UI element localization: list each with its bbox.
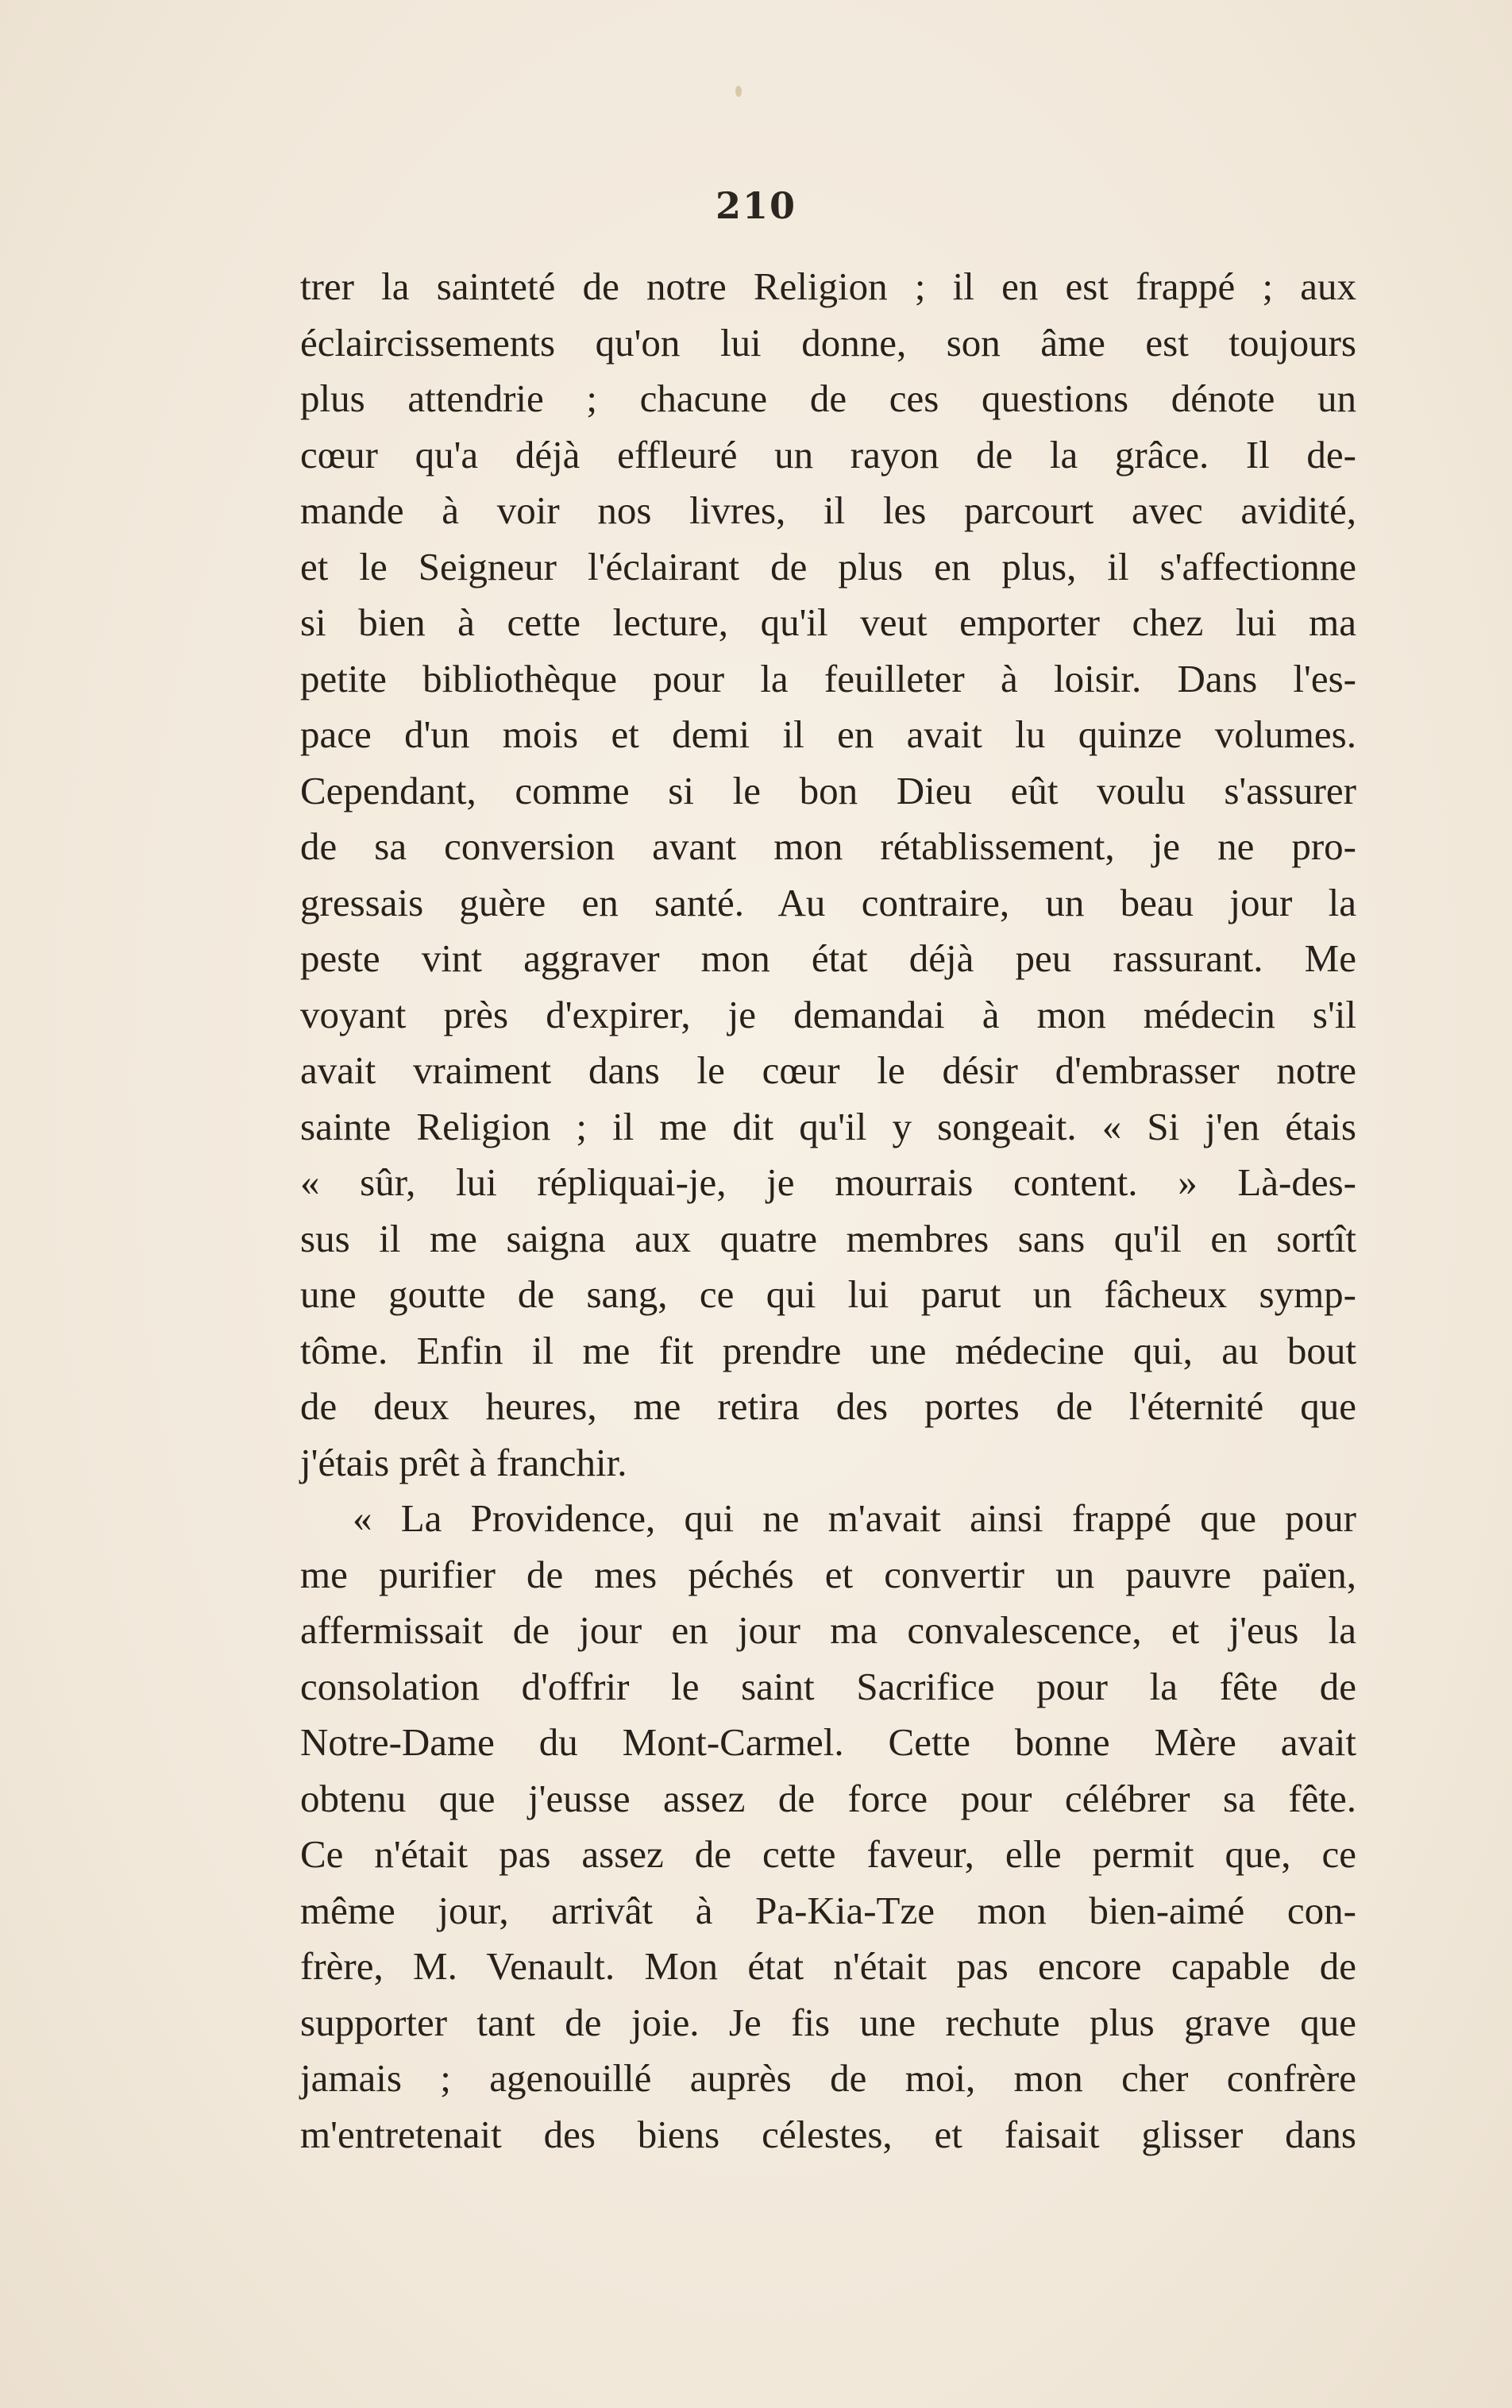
text-line: de sa conversion avant mon rétablissement, je ne pro-	[300, 824, 1356, 868]
body-text	[300, 259, 1356, 2163]
paragraph-end-line: j'étais prêt à franchir.	[300, 1440, 627, 1484]
page-number: 210	[715, 184, 797, 227]
text-line: trer la sainteté de notre Religion ; il en est frappé ; aux	[300, 264, 1356, 308]
text-line: de deux heures, me retira des portes de l'éternité que	[300, 1384, 1356, 1428]
text-line: une goutte de sang, ce qui lui parut un fâcheux symp-	[300, 1272, 1356, 1316]
text-line: Ce n'était pas assez de cette faveur, elle permit que, ce	[300, 1832, 1356, 1876]
text-line: consolation d'offrir le saint Sacrifice pour la fête de	[300, 1664, 1356, 1708]
text-line: même jour, arrivât à Pa-Kia-Tze mon bien-aimé con-	[300, 1888, 1356, 1932]
text-line: et le Seigneur l'éclairant de plus en plus, il s'affectionne	[300, 544, 1356, 588]
text-line: cœur qu'a déjà effleuré un rayon de la grâce. Il de-	[300, 432, 1356, 477]
text-line: mande à voir nos livres, il les parcourt avec avidité,	[300, 488, 1356, 532]
text-line: avait vraiment dans le cœur le désir d'embrasser notre	[300, 1048, 1356, 1092]
text-line: sainte Religion ; il me dit qu'il y songeait. « Si j'en étais	[300, 1104, 1356, 1148]
text-line: Cependant, comme si le bon Dieu eût voulu s'assurer	[300, 768, 1356, 812]
text-line: éclaircissements qu'on lui donne, son âme est toujours	[300, 320, 1356, 365]
text-line: affermissait de jour en jour ma convalescence, et j'eus la	[300, 1608, 1356, 1652]
text-line: gressais guère en santé. Au contraire, un beau jour la	[300, 880, 1356, 924]
text-line: Notre-Dame du Mont-Carmel. Cette bonne Mère avait	[300, 1720, 1356, 1764]
text-line: supporter tant de joie. Je fis une rechute plus grave que	[300, 2000, 1356, 2044]
text-line: m'entretenait des biens célestes, et faisait glisser dans	[300, 2112, 1356, 2156]
text-line: peste vint aggraver mon état déjà peu rassurant. Me	[300, 936, 1356, 980]
text-line: me purifier de mes péchés et convertir un pauvre païen,	[300, 1552, 1356, 1596]
text-line: « sûr, lui répliquai-je, je mourrais content. » Là-des-	[300, 1160, 1356, 1204]
text-line: si bien à cette lecture, qu'il veut emporter chez lui ma	[300, 600, 1356, 644]
text-line: petite bibliothèque pour la feuilleter à loisir. Dans l'es-	[300, 656, 1356, 700]
text-line: voyant près d'expirer, je demandai à mon médecin s'il	[300, 992, 1356, 1036]
text-line: pace d'un mois et demi il en avait lu quinze volumes.	[300, 712, 1356, 756]
text-line: jamais ; agenouillé auprès de moi, mon cher confrère	[300, 2056, 1356, 2100]
paper-speck	[735, 86, 742, 97]
paragraph-start-line: « La Providence, qui ne m'avait ainsi frappé que pour	[353, 1496, 1356, 1540]
text-line: sus il me saigna aux quatre membres sans qu'il en sortît	[300, 1216, 1356, 1260]
text-line: plus attendrie ; chacune de ces questions dénote un	[300, 376, 1356, 420]
text-line: frère, M. Venault. Mon état n'était pas encore capable de	[300, 1944, 1356, 1988]
text-line: tôme. Enfin il me fit prendre une médecine qui, au bout	[300, 1328, 1356, 1372]
text-line: obtenu que j'eusse assez de force pour célébrer sa fête.	[300, 1776, 1356, 1820]
